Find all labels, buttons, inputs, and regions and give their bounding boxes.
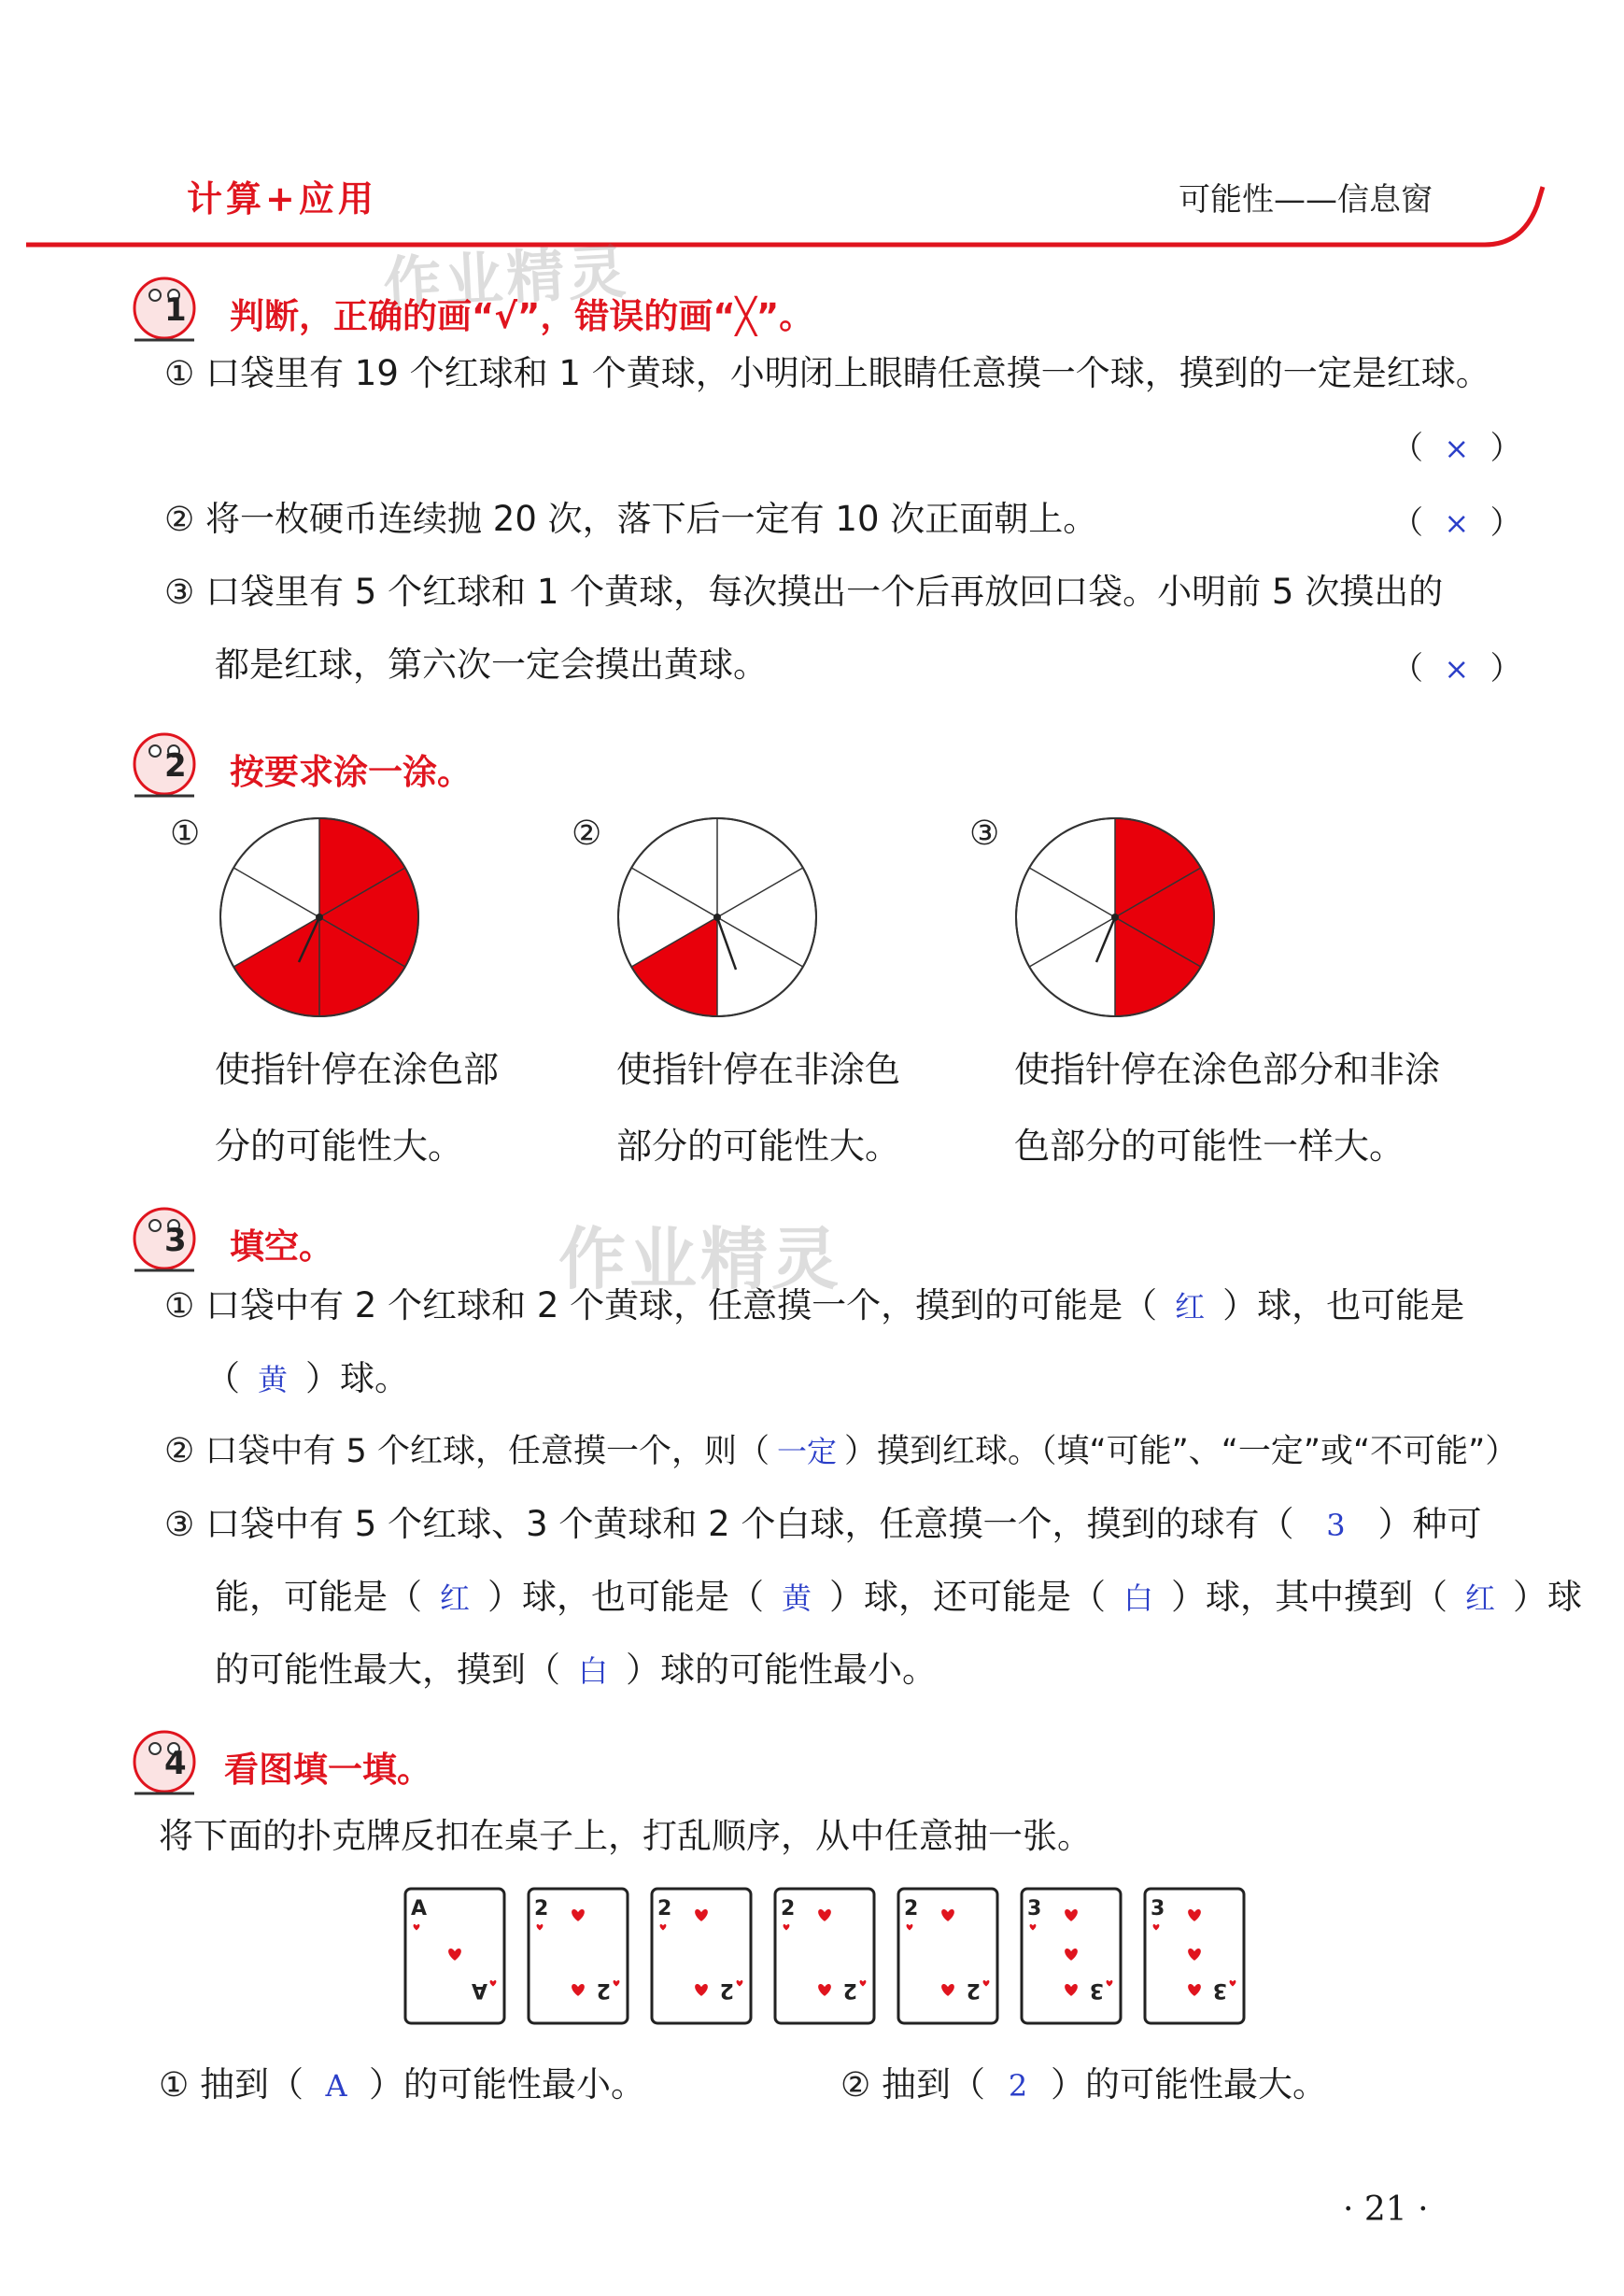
text: 的可能性最大，摸到（ [215, 1650, 560, 1690]
item-mark: ② [840, 2066, 871, 2105]
card-rank: A [471, 1978, 487, 2002]
card-rank: 2 [534, 1897, 549, 1920]
page-number-value: 21 [1363, 2190, 1407, 2229]
question-number: 2 [164, 747, 187, 785]
question-number: 3 [164, 1222, 187, 1259]
item-mark: ② [164, 1432, 195, 1470]
text: （ [205, 1358, 240, 1398]
item-mark: ① [164, 355, 195, 393]
text: ）球的可能性最小。 [626, 1650, 937, 1690]
text: 口袋中有 5 个红球、3 个黄球和 2 个白球，任意摸一个，摸到的球有（ [205, 1504, 1294, 1544]
card-rank: 3 [1151, 1897, 1165, 1920]
q1-item1-text: 口袋里有 19 个红球和 1 个黄球，小明闭上眼睛任意摸一个球，摸到的一定是红球。 [205, 353, 1490, 393]
text: 能，可能是（ [215, 1577, 422, 1617]
q2-title: 按要求涂一涂。 [230, 752, 472, 792]
spinner-caption: 使指针停在非涂色 [616, 1049, 901, 1090]
card-rank: 2 [904, 1897, 919, 1920]
shaded-sector [1115, 818, 1214, 1016]
text: ）球，其中摸到（ [1171, 1577, 1447, 1617]
card-rank: 2 [966, 1978, 981, 2002]
spinner-mark: ③ [969, 815, 1000, 853]
spinner-caption: 使指针停在涂色部 [215, 1049, 500, 1090]
playing-card [405, 1889, 504, 2023]
q1-item3-text: 口袋里有 5 个红球和 1 个黄球，每次摸出一个后再放回口袋。小明前 5 次摸出的 [205, 572, 1444, 612]
spinner-caption: 色部分的可能性一样大。 [1014, 1126, 1405, 1167]
spinners-figure [0, 0, 1624, 1121]
q1-title: 判断，正确的画“√”，错误的画“╳”。 [230, 296, 814, 336]
item-mark: ③ [164, 1506, 195, 1544]
card-rank: 2 [719, 1978, 734, 2002]
q3-answer: 一定 [776, 1434, 837, 1469]
playing-card [529, 1889, 628, 2023]
item-mark: ① [159, 2066, 190, 2105]
cards-figure [0, 1868, 1624, 2036]
item-mark: ② [164, 501, 195, 539]
spinner-hub [316, 914, 323, 921]
spinner-hub [1111, 914, 1119, 921]
q3-title: 填空。 [230, 1226, 333, 1267]
text: ）的可能性最大。 [1051, 2064, 1328, 2105]
text: 口袋中有 5 个红球，任意摸一个，则（ [205, 1433, 770, 1470]
q3-answer: 白 [577, 1653, 608, 1689]
spinner-caption: 分的可能性大。 [215, 1126, 464, 1167]
card-rank: 3 [1212, 1978, 1227, 2002]
spinner-mark: ② [572, 815, 602, 853]
text: 抽到（ [200, 2064, 304, 2105]
item-mark: ① [164, 1287, 195, 1325]
header-right: 可能性——信息窗 [1179, 181, 1433, 219]
q3-answer: 黄 [257, 1362, 288, 1397]
q3-answer: 3 [1326, 1508, 1346, 1543]
q1-item2-text: 将一枚硬币连续抛 20 次，落下后一定有 10 次正面朝上。 [205, 499, 1098, 539]
text: 口袋中有 2 个红球和 2 个黄球，任意摸一个，摸到的可能是（ [205, 1285, 1158, 1325]
card-rank: 2 [596, 1978, 611, 2002]
spinner-mark: ① [170, 815, 201, 853]
q4-intro: 将下面的扑克牌反扣在桌子上，打乱顺序，从中任意抽一张。 [159, 1816, 1092, 1856]
playing-card [652, 1889, 751, 2023]
text: 抽到（ [882, 2064, 986, 2105]
spinner [618, 818, 816, 1016]
card-rank: 2 [657, 1897, 672, 1920]
card-rank: 3 [1027, 1897, 1042, 1920]
q1-answer-2: × [1444, 505, 1470, 541]
text: ）球。 [305, 1358, 409, 1398]
spinner [220, 818, 418, 1016]
item-mark: ③ [164, 574, 195, 612]
text: ）球，也可能是 [1222, 1285, 1465, 1325]
card-rank: 2 [781, 1897, 796, 1920]
q4-title: 看图填一填。 [224, 1750, 431, 1790]
text: ）球，也可能是（ [487, 1577, 764, 1617]
q3-answer: 红 [439, 1580, 470, 1616]
header-left: 计算+应用 [187, 177, 377, 220]
spinner-caption: 部分的可能性大。 [616, 1126, 901, 1167]
q3-answer: 黄 [781, 1580, 812, 1616]
q3-answer: 红 [1464, 1580, 1495, 1616]
q3-answer: 白 [1123, 1580, 1153, 1616]
question-number: 1 [164, 291, 187, 329]
playing-card [1022, 1889, 1121, 2023]
page-number: · 21 · [1343, 2190, 1429, 2229]
q4-answer: 2 [1008, 2068, 1028, 2104]
text: ）种可 [1377, 1504, 1482, 1544]
text: ）摸到红球。（填“可能”、“一定”或“不可能”） [843, 1433, 1518, 1470]
text: ）球 [1513, 1577, 1582, 1617]
playing-card [898, 1889, 997, 2023]
text: ）的可能性最小。 [369, 2064, 646, 2105]
q4-answer: A [325, 2068, 347, 2104]
spinner [1016, 818, 1214, 1016]
text: ）球，还可能是（ [829, 1577, 1106, 1617]
playing-card [775, 1889, 874, 2023]
card-rank: A [411, 1897, 428, 1920]
question-number: 4 [164, 1745, 187, 1782]
q1-answer-3: × [1444, 651, 1470, 687]
playing-card [1145, 1889, 1244, 2023]
q3-answer: 红 [1175, 1289, 1206, 1325]
watermark: 作业精灵 [381, 237, 632, 319]
q1-item3-text-cont: 都是红球，第六次一定会摸出黄球。 [215, 645, 768, 685]
q1-answer-1: × [1444, 431, 1470, 466]
card-rank: 3 [1089, 1978, 1104, 2002]
card-rank: 2 [842, 1978, 857, 2002]
spinner-hub [713, 914, 721, 921]
watermark: 作业精灵 [558, 1220, 843, 1298]
spinner-caption: 使指针停在涂色部分和非涂 [1014, 1049, 1441, 1090]
